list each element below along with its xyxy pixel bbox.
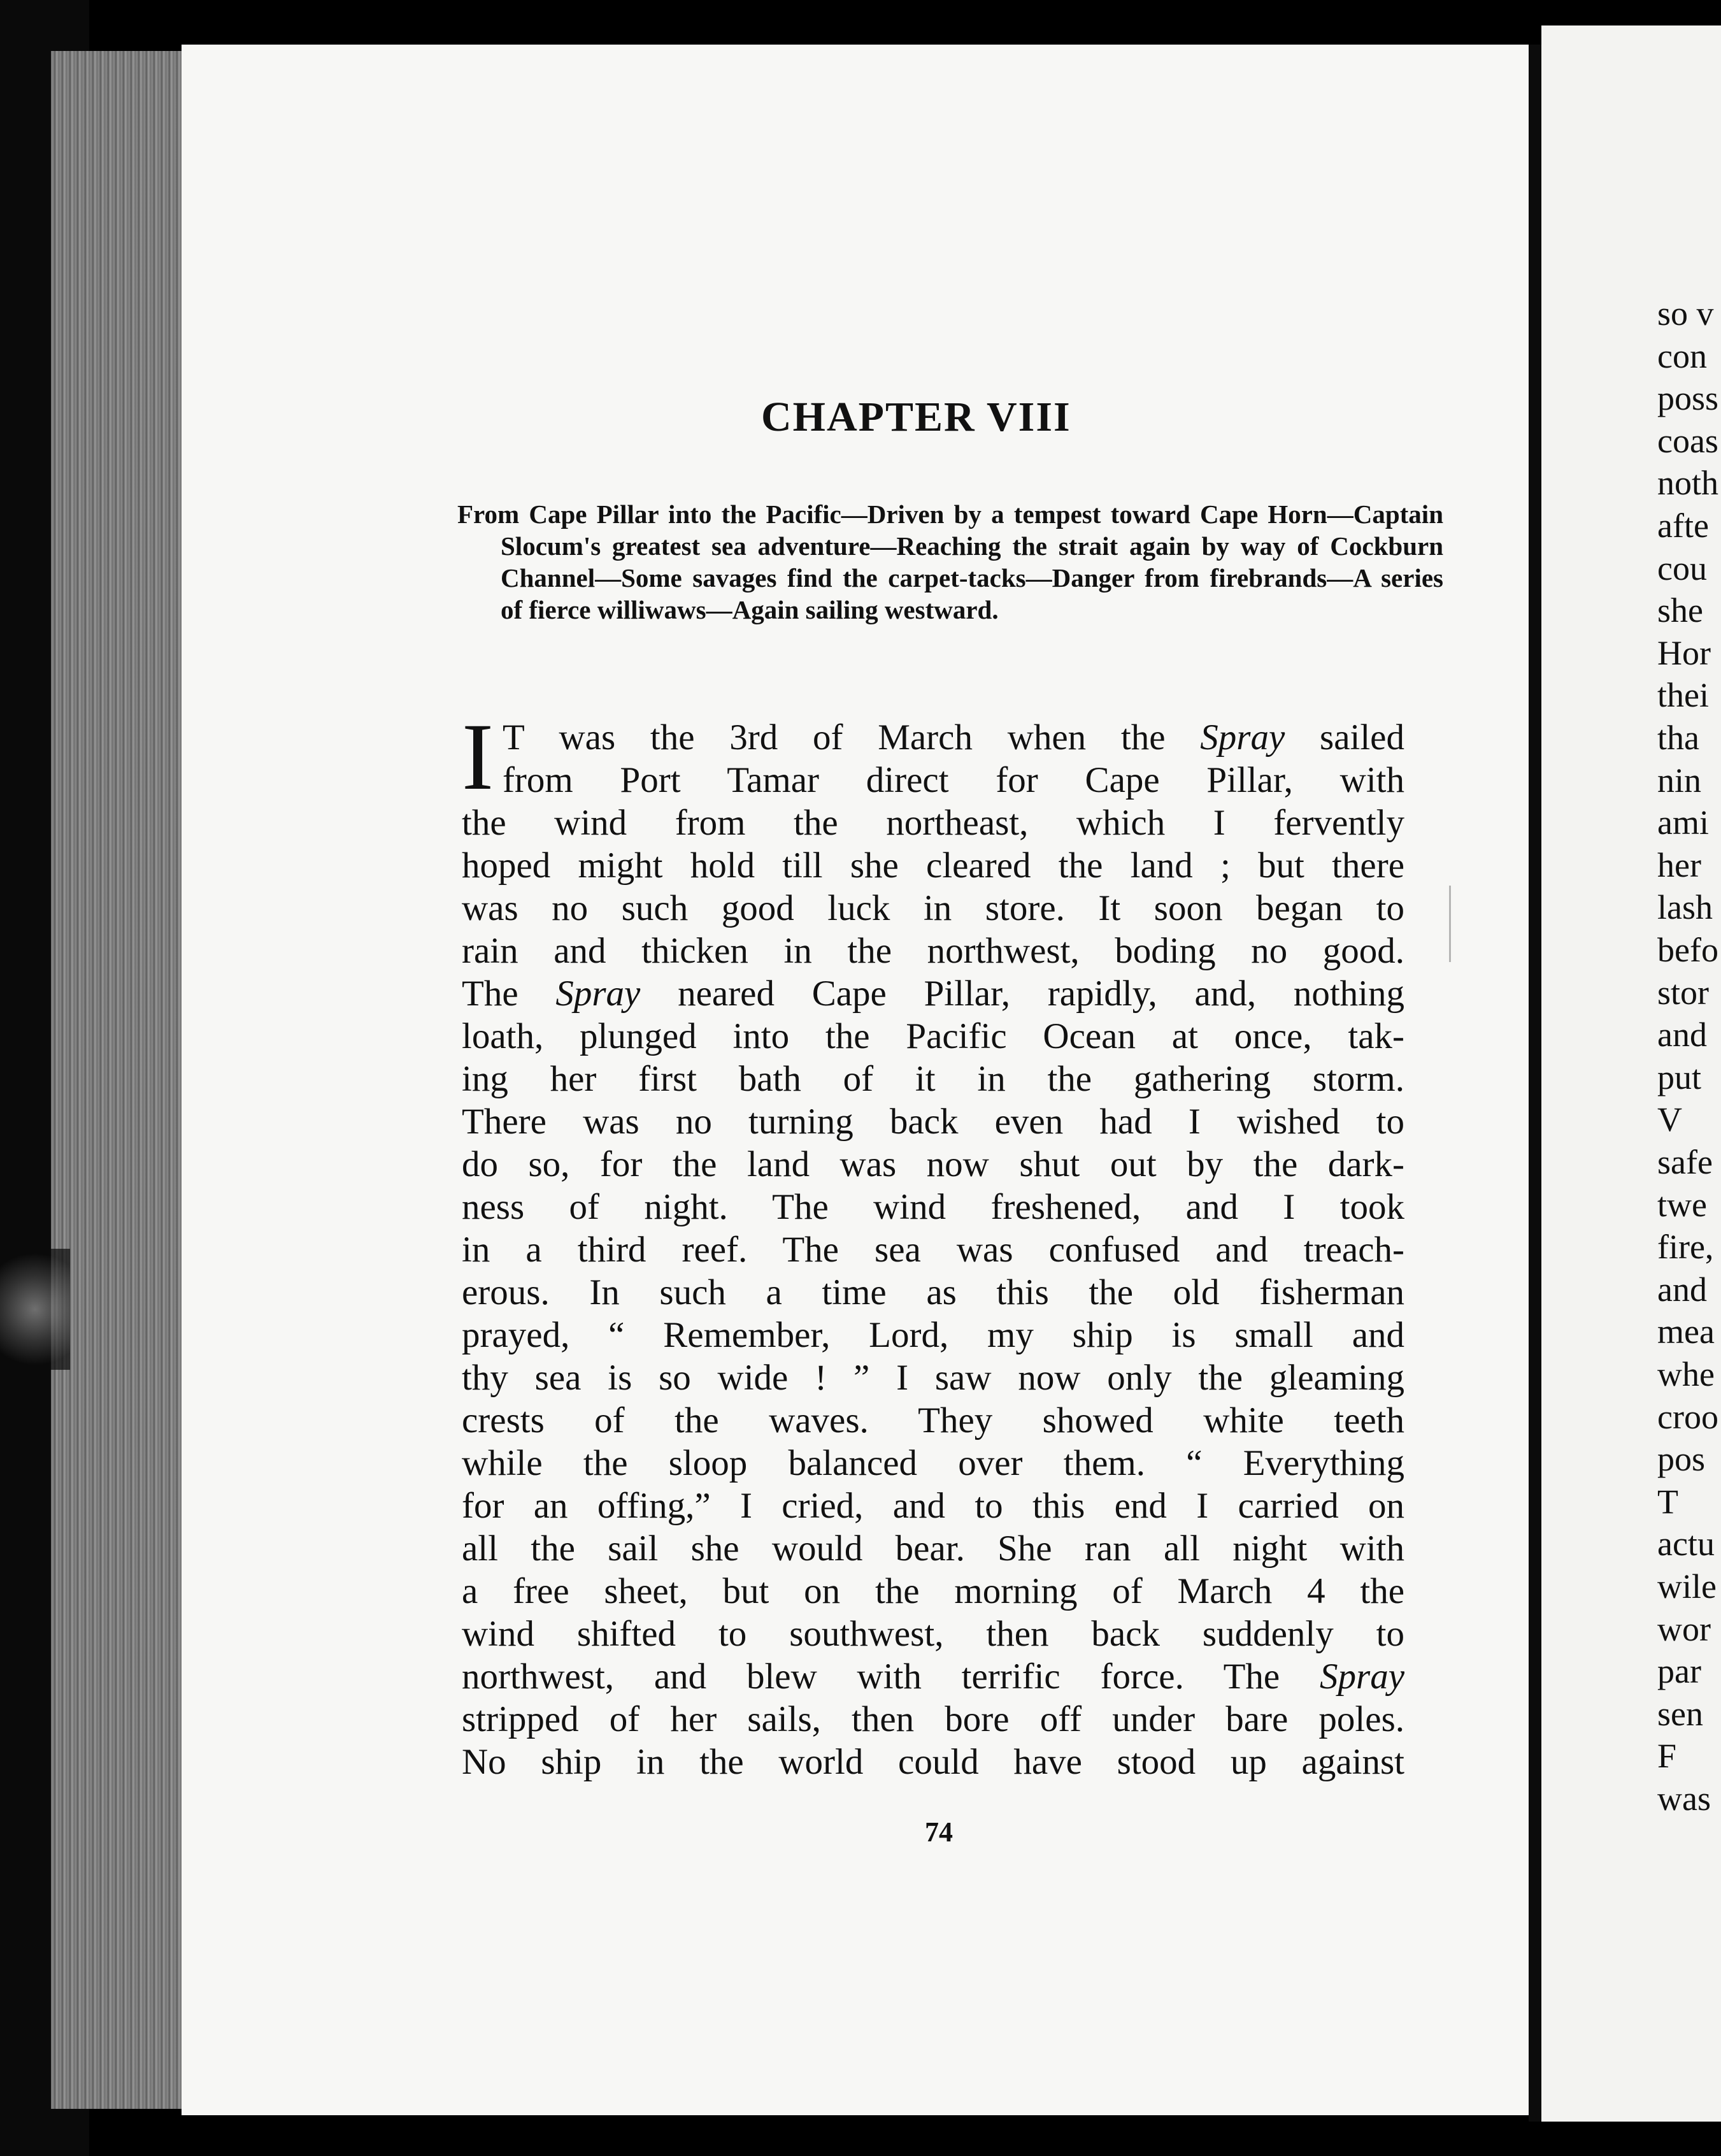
body-line: T was the 3rd of March when the Spray sailed — [502, 717, 1404, 758]
body-line: northwest, and blew with terrific force. The Spray — [462, 1657, 1404, 1697]
facing-page-fragment: par — [1657, 1652, 1701, 1690]
body-line: stripped of her sails, then bore off under bare poles. — [462, 1699, 1404, 1739]
facing-page-fragment: and — [1657, 1016, 1707, 1054]
facing-page-fragment: F — [1657, 1737, 1677, 1775]
body-line: thy sea is so wide ! ” I saw now only the gleaming — [462, 1358, 1404, 1398]
facing-page-fragment: wile — [1657, 1567, 1717, 1606]
facing-page-fragment: poss — [1657, 379, 1719, 417]
body-line: The Spray neared Cape Pillar, rapidly, and, nothing — [462, 974, 1404, 1014]
facing-page-fragment: thei — [1657, 676, 1709, 714]
facing-page-fragment: cou — [1657, 549, 1707, 587]
facing-page-fragment: V — [1657, 1100, 1682, 1139]
facing-page-fragment: lash — [1657, 888, 1713, 926]
chapter-body-text — [462, 704, 1404, 1783]
facing-page-fragment: stor — [1657, 974, 1709, 1012]
facing-page-fragment: twe — [1657, 1186, 1707, 1224]
body-line: prayed, “ Remember, Lord, my ship is small and — [462, 1315, 1404, 1355]
body-line: the wind from the northeast, which I fervently — [462, 803, 1404, 843]
facing-page-fragment: coas — [1657, 422, 1718, 460]
body-line: rain and thicken in the northwest, boding no good. — [462, 931, 1404, 971]
facing-page-fragment: afte — [1657, 507, 1709, 545]
margin-mark — [1449, 886, 1451, 962]
facing-page — [1541, 25, 1721, 2122]
facing-page-fragment: actu — [1657, 1525, 1715, 1563]
book-gutter — [1529, 45, 1543, 2122]
drop-cap: I — [462, 704, 494, 810]
facing-page-fragment: nin — [1657, 761, 1702, 800]
body-line: crests of the waves. They showed white teeth — [462, 1400, 1404, 1441]
facing-page-fragment: T — [1657, 1483, 1678, 1521]
body-line: a free sheet, but on the morning of March 4 the — [462, 1571, 1404, 1611]
facing-page-fragment: she — [1657, 591, 1703, 629]
facing-page-fragment: ami — [1657, 803, 1709, 842]
facing-page-fragment: croo — [1657, 1398, 1718, 1436]
page-stack-edges — [51, 51, 185, 2109]
scan-artifact — [0, 1249, 70, 1370]
page-number: 74 — [925, 1816, 953, 1848]
facing-page-fragment: befo — [1657, 931, 1718, 969]
facing-page-fragment: wor — [1657, 1610, 1711, 1648]
body-line: loath, plunged into the Pacific Ocean at once, tak- — [462, 1016, 1404, 1056]
facing-page-fragment: her — [1657, 846, 1701, 884]
body-line: hoped might hold till she cleared the land ; but there — [462, 845, 1404, 886]
facing-page-fragment: mea — [1657, 1312, 1715, 1351]
facing-page-fragment: and — [1657, 1270, 1707, 1309]
body-line: for an offing,” I cried, and to this end I carried on — [462, 1486, 1404, 1526]
facing-page-fragment: Hor — [1657, 634, 1711, 672]
body-line: while the sloop balanced over them. “ Everything — [462, 1443, 1404, 1483]
body-line: ness of night. The wind freshened, and I took — [462, 1187, 1404, 1227]
body-line: all the sail she would bear. She ran all night with — [462, 1528, 1404, 1569]
facing-page-fragment: so v — [1657, 294, 1714, 333]
body-line: wind shifted to southwest, then back suddenly to — [462, 1614, 1404, 1654]
body-line: from Port Tamar direct for Cape Pillar, with — [502, 760, 1404, 800]
facing-page-fragment: put — [1657, 1058, 1702, 1096]
facing-page-fragment: was — [1657, 1779, 1711, 1818]
body-line: do so, for the land was now shut out by the dark- — [462, 1144, 1404, 1184]
facing-page-fragment: whe — [1657, 1355, 1715, 1393]
facing-page-fragment: pos — [1657, 1440, 1706, 1478]
facing-page-fragment: safe — [1657, 1143, 1713, 1181]
chapter-title: CHAPTER VIII — [761, 394, 1071, 440]
facing-page-fragment: sen — [1657, 1695, 1703, 1733]
facing-page-fragment: fire, — [1657, 1228, 1714, 1266]
body-line: in a third reef. The sea was confused and treach- — [462, 1230, 1404, 1270]
body-line: There was no turning back even had I wished to — [462, 1102, 1404, 1142]
body-line: was no such good luck in store. It soon began to — [462, 888, 1404, 928]
facing-page-fragment: con — [1657, 337, 1707, 375]
body-line: erous. In such a time as this the old fisherman — [462, 1272, 1404, 1312]
body-line: No ship in the world could have stood up against — [462, 1742, 1404, 1782]
facing-page-fragment: noth — [1657, 464, 1719, 502]
chapter-synopsis: From Cape Pillar into the Pacific—Driven by a tempest toward Cape Horn—Captain Slocum's greatest sea adventure—Reaching the strait again by way of Cockburn Channel—Some savages find the carpet-tacks—Danger from firebrands—A series of fierce williwaws—Again sailing westward. — [457, 499, 1443, 624]
body-line: ing her first bath of it in the gathering storm. — [462, 1059, 1404, 1099]
facing-page-fragment: tha — [1657, 719, 1699, 757]
